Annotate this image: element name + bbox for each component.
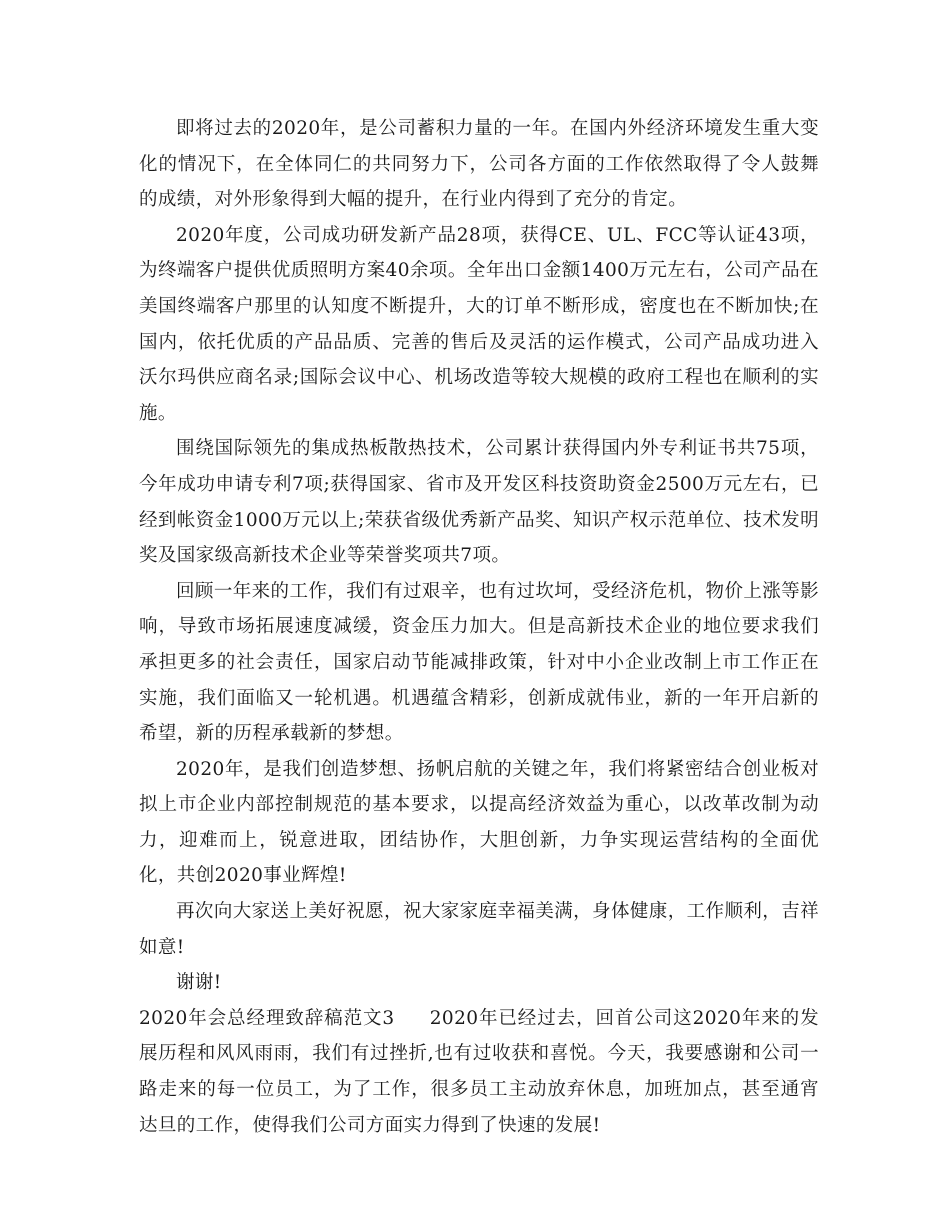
- paragraph-outlook: 2020年，是我们创造梦想、扬帆启航的关键之年，我们将紧密结合创业板对拟上市企业内部控制规范的基本要求，以提高经济效益为重心，以改革改制为动力，迎难而上，锐意进取，团结协作，大胆创新，力争实现运营结构的全面优化，共创2020事业辉煌!: [139, 758, 819, 887]
- paragraph-wishes: 再次向大家送上美好祝愿，祝大家家庭幸福美满，身体健康，工作顺利，吉祥如意!: [139, 901, 819, 958]
- section-heading: 2020年会总经理致辞稿范文3: [139, 1007, 395, 1029]
- paragraph-review: 回顾一年来的工作，我们有过艰辛，也有过坎坷，受经济危机，物价上涨等影响，导致市场拓展速度减缓，资金压力加大。但是高新技术企业的地位要求我们承担更多的社会责任，国家启动节能减排政策，针对中小企业改制上市工作正在实施，我们面临又一轮机遇。机遇蕴含精彩，创新成就伟业，新的一年开启新的希望，新的历程承载新的梦想。: [139, 580, 819, 745]
- paragraph-patents: 围绕国际领先的集成热板散热技术，公司累计获得国内外专利证书共75项，今年成功申请专利7项;获得国家、省市及开发区科技资助资金2500万元左右，已经到帐资金1000万元以上;荣获省级优秀新产品奖、知识产权示范单位、技术发明奖及国家级高新技术企业等荣誉奖项共7项。: [139, 438, 819, 567]
- section-body: 2020年已经过去，回首公司这2020年来的发展历程和风风雨雨，我们有过挫折,也有过收获和喜悦。今天，我要感谢和公司一路走来的每一位员工，为了工作，很多员工主动放弃休息，加班加点，甚至通宵达旦的工作，使得我们公司方面实力得到了快速的发展!: [139, 1007, 819, 1136]
- paragraph-products: 2020年度，公司成功研发新产品28项，获得CE、UL、FCC等认证43项，为终端客户提供优质照明方案40余项。全年出口金额1400万元左右，公司产品在美国终端客户那里的认知度不断提升，大的订单不断形成，密度也在不断加快;在国内，依托优质的产品品质、完善的售后及灵活的运作模式，公司产品成功进入沃尔玛供应商名录;国际会议中心、机场改造等较大规模的政府工程也在顺利的实施。: [139, 224, 819, 424]
- paragraph-thanks: 谢谢!: [176, 972, 222, 994]
- section-paragraph: [139, 1001, 819, 1143]
- document-body: [139, 111, 819, 1143]
- paragraph-intro: 即将过去的2020年，是公司蓄积力量的一年。在国内外经济环境发生重大变化的情况下，在全体同仁的共同努力下，公司各方面的工作依然取得了令人鼓舞的成绩，对外形象得到大幅的提升，在行业内得到了充分的肯定。: [139, 118, 819, 211]
